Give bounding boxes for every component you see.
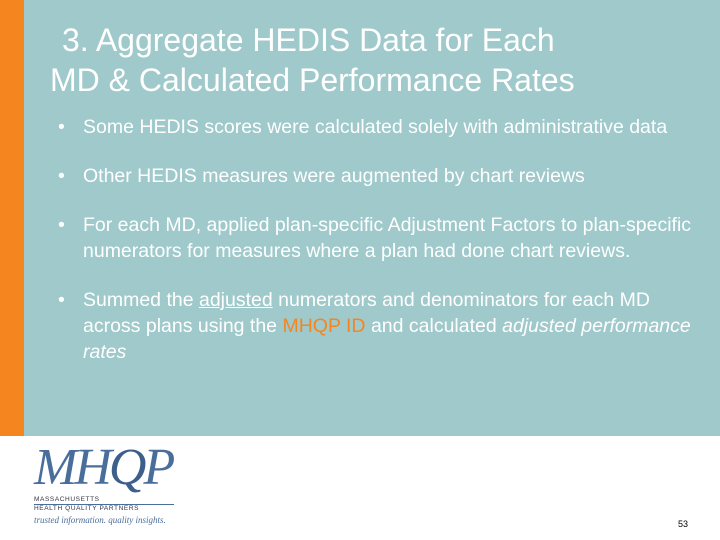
bullet-item	[58, 163, 708, 189]
logo-mark	[34, 439, 194, 496]
italic-adjusted-rates: adjusted performance rates	[83, 315, 691, 363]
title-line-1: 3. Aggregate HEDIS Data for Each	[62, 22, 555, 58]
bullet-item	[58, 212, 708, 264]
logo-tagline: trusted information. quality insights.	[34, 515, 166, 525]
mhqp-logo	[34, 439, 194, 525]
logo-name-line-2: HEALTH QUALITY PARTNERS	[34, 505, 140, 512]
bullet-text-3: For each MD, applied plan-specific Adjustment Factors to plan-specific numerators for measures where a plan had done chart reviews.	[83, 214, 692, 262]
bullet-text-4a: Summed the	[83, 289, 199, 311]
bullet-text-1: Some HEDIS scores were calculated solely with administrative data	[83, 116, 668, 138]
underlined-adjusted: adjusted	[198, 289, 273, 311]
title-line-2: MD & Calculated Performance Rates	[50, 62, 575, 98]
bullet-item	[58, 114, 708, 140]
accent-side-bar	[0, 0, 24, 436]
logo-name-line-1: MASSACHUSETTS	[34, 496, 100, 503]
logo-letter-h: H	[74, 439, 109, 496]
bullet-text-2: Other HEDIS measures were augmented by chart reviews	[83, 165, 585, 187]
logo-org-name	[34, 496, 194, 513]
bullet-text-4b: numerators and denominators for each MD across plans using the	[83, 289, 650, 337]
page-number: 53	[678, 519, 689, 529]
logo-letter-m: M	[34, 439, 75, 496]
logo-letter-p: P	[143, 439, 173, 496]
mhqp-id-highlight: MHQP ID	[282, 315, 366, 337]
logo-letter-q: Q	[108, 439, 144, 496]
bullet-text-4c: and calculated	[365, 315, 503, 337]
bullet-item	[58, 287, 708, 365]
bullet-list	[58, 114, 708, 388]
slide-title	[50, 20, 700, 100]
